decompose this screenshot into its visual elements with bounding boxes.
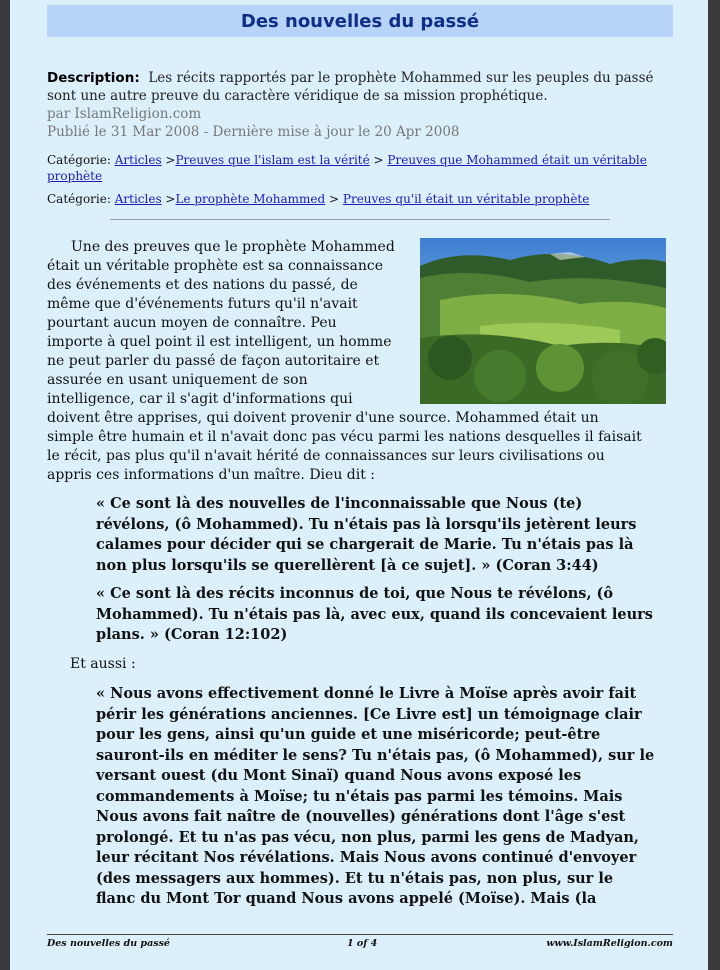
description-text: Les récits rapportés par le prophète Mohammed sur les peuples du passé sont une autre preuve du caractère véridique de sa mission prophétique.	[47, 70, 654, 104]
category-link-preuves-mohammed[interactable]: Preuves que Mohammed était un véritable prophète	[47, 153, 647, 183]
quote-2: « Ce sont là des récits inconnus de toi, que Nous te révélons, (ô Mohammed). Tu n'étais pas là, avec eux, quand ils concevaient leurs plans. » (Coran 12:102)	[96, 585, 653, 643]
footer-title: Des nouvelles du passé	[47, 938, 170, 949]
article-body	[47, 238, 647, 485]
footer-divider	[47, 934, 673, 935]
page-title: Des nouvelles du passé	[240, 10, 480, 32]
et-aussi: Et aussi :	[70, 656, 136, 672]
byline: par IslamReligion.com	[47, 106, 202, 122]
category-label: Catégorie:	[47, 192, 111, 206]
category-line-1: Catégorie: Articles >Preuves que l'islam est la vérité > Preuves que Mohammed était un véritable prophète	[47, 153, 647, 183]
footer-site: www.IslamReligion.com	[546, 938, 673, 949]
published-date: Publié le 31 Mar 2008 - Dernière mise à jour le 20 Apr 2008	[47, 124, 460, 140]
document-page	[10, 0, 708, 970]
intro-paragraph	[47, 238, 647, 485]
quote-1: « Ce sont là des nouvelles de l'inconnaissable que Nous (te) révélons, (ô Mohammed). Tu n'étais pas là lorsqu'ils jetèrent leurs calames pour décider qui se chargerait de Marie. Tu n'étais pas là non plus lorsqu'ils se querellèrent [à ce sujet]. » (Coran 3:44)	[96, 495, 637, 574]
category-line-2: Catégorie: Articles >Le prophète Mohammed > Preuves qu'il était un véritable prophète	[47, 192, 590, 206]
description	[47, 69, 677, 105]
title-bar	[47, 5, 673, 37]
category-link-prophete-mohammed[interactable]: Le prophète Mohammed	[175, 192, 326, 206]
footer-page-number: 1 of 4	[347, 938, 378, 949]
category-label: Catégorie:	[47, 153, 111, 167]
quote-3: « Nous avons effectivement donné le Livre à Moïse après avoir fait périr les générations anciennes. [Ce Livre est] un témoignage clair pour les gens, ainsi qu'un guide et une miséricorde; peut-être sauront-ils en méditer le sens? Tu n'étais pas, (ô Mohammed), sur le versant ouest (du Mont Sinaï) quand Nous avons exposé les commandements à Moïse; tu n'étais pas parmi les témoins. Mais Nous avons fait naître de (nouvelles) générations dont l'âge s'est prolongé. Et tu n'as pas vécu, non plus, parmi les gens de Madyan, leur récitant Nos révélations. Mais Nous avons continué d'envoyer (des messagers aux hommes). Et tu n'étais pas, non plus, sur le flanc du Mont Tor quand Nous avons appelé (Moïse). Mais (la	[96, 685, 655, 907]
divider	[110, 219, 610, 220]
category-link-preuves-islam[interactable]: Preuves que l'islam est la vérité	[175, 153, 370, 167]
category-link-preuves-prophete[interactable]: Preuves qu'il était un véritable prophète	[342, 192, 590, 206]
category-link-articles[interactable]: Articles	[114, 192, 162, 206]
article-meta	[47, 69, 677, 141]
category-link-articles[interactable]: Articles	[114, 153, 162, 167]
description-label: Description:	[47, 70, 140, 86]
photo-spacer	[395, 238, 647, 408]
intro-text: Une des preuves que le prophète Mohammed était un véritable prophète est sa connaissance des événements et des nations du passé, de même que d'événements futurs qu'il n'avait pourtant aucun moyen de connaître. Peu importe à quel point il est intelligent, un homme ne peut parler du passé de façon autoritaire et assurée en usant uniquement de son intelligence, car il s'agit d'informations qui doivent être apprises, qui doivent provenir d'une source. Mohammed était un simple être humain et il n'avait donc pas vécu parmi les nations desquelles il faisait le récit, pas plus qu'il n'avait hérité de connaissances sur leurs civilisations ou appris ces informations d'un maître. Dieu dit :	[47, 239, 642, 483]
